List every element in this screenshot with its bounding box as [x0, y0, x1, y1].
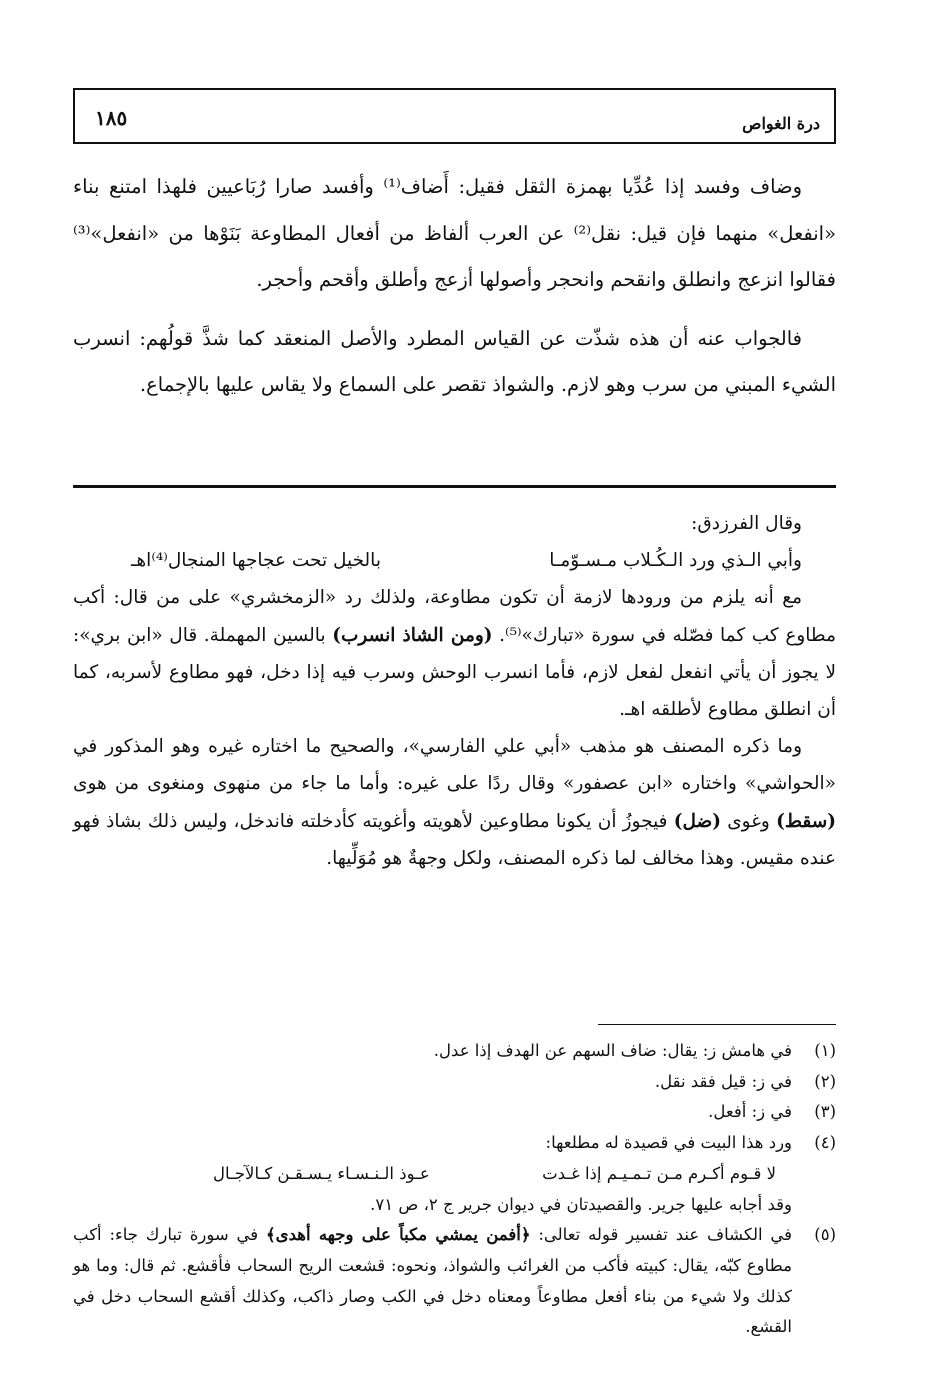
footnote-text — [73, 1220, 792, 1343]
verse-first-hemistich: وأبي الـذي ورد الـكُـلاب مـسـوّمـا — [549, 550, 802, 572]
main-paragraph-1: وضاف وفسد إذا عُدِّيا بهمزة الثقل فقيل: أَضاف⁽¹⁾ وأفسد صارا رُبَاعيين فلهذا امتنع بناء «انفعل» منهما فإن قيل: نقل⁽²⁾ عن العرب ألفاظ من أفعال المطاوعة بَنَوْها من «انفعل»⁽³⁾ فقالوا انزعج وانطلق وانقحم وانحجر وأصولها أزعج وأطلق وأقحم وأحجر. — [73, 175, 837, 291]
commentary-p1-text-a: مع أنه يلزم من ورودها لازمة أن تكون مطاوعة، ولذلك رد «الزمخشري» على من قال: أكب مطاوع كب كما فصّله في سورة «تبارك»⁽⁵⁾. — [73, 587, 837, 646]
footnote-text: في ز: قيل فقد نقل. — [654, 1071, 792, 1091]
commentary-p2-gloss-1: (سقط) — [776, 810, 837, 832]
footnote-item — [73, 1067, 836, 1098]
footnotes — [73, 1036, 836, 1343]
commentary-p2-text-mid: وغوى — [727, 810, 770, 832]
page-number: ١٨٥ — [95, 106, 128, 130]
commentary-paragraph-1 — [73, 579, 836, 728]
footnote-verse-first: لا قـوم أكـرم مـن تـمـيـم إذا غـدت — [542, 1163, 776, 1183]
footnote-rule — [598, 1024, 836, 1025]
footnote-verse-second: عـوذ الـنـسـاء يـسـقـن كـالآجـال — [213, 1163, 430, 1183]
footnote-number: (٥) — [814, 1225, 836, 1245]
commentary-intro: وقال الفرزدق: — [691, 513, 802, 534]
poem-verse — [73, 542, 836, 579]
main-text — [73, 164, 836, 409]
footnote-number: (٢) — [814, 1071, 836, 1091]
footnote-text: وقد أجابه عليها جرير. والقصيدتان في ديوان جرير ج ٢، ص ٧١. — [370, 1194, 792, 1214]
quran-quote: ﴿أفمن يمشي مكباً على وجهه أهدى﴾ — [266, 1225, 531, 1245]
commentary-p2-text-b: فيجوزُ أن يكونا مطاوعين لأهويته وأغويته كأدخلته فاندخل، وليس ذلك بشاذ فهو عنده مقيس. وهذا مخالف لما ذكره المصنف، ولكل وجهةٌ هو مُوَلِّيها. — [73, 810, 836, 869]
main-paragraph-2: فالجواب عنه أن هذه شذّت عن القياس المطرد والأصل المنعقد كما شذَّ قولُهم: انسرب الشيء المبني من سرب وهو لازم. والشواذ تقصر على السماع ولا يقاس عليها بالإجماع. — [73, 326, 836, 396]
commentary-p2-text-a: وما ذكره المصنف هو مذهب «أبي علي الفارسي»، والصحيح ما اختاره غيره وهو المذكور في «الحواشي» واختاره «ابن عصفور» وقال ردًا على غيره: وأما ما جاء من منهوى ومنغوى من هوى — [73, 736, 836, 795]
commentary-p2-gloss-2: (ضل) — [673, 810, 721, 832]
commentary-p1-text-b: بالسين المهملة. قال «ابن بري»: لا يجوز أن يأتي انفعل لفعل لازم، فأما انسرب الوحش وسرب فيه إذا دخل، فهو مطاوع لأسربه، كما أن انطلق مطاوع لأطلقه اهـ. — [73, 624, 836, 721]
footnote-number: (٤) — [814, 1133, 836, 1153]
text-commentary-divider — [73, 485, 836, 488]
footnote-text-a: في الكشاف عند تفسير قوله تعالى: — [538, 1225, 793, 1245]
footnote-verse — [73, 1159, 836, 1190]
commentary-p1-lemma: (ومن الشاذ انسرب) — [332, 624, 493, 646]
footnote-item — [73, 1128, 836, 1159]
header-title: درة الغواص — [742, 114, 820, 133]
footnote-text-b: في سورة تبارك جاء: أكب مطاوع كبّه، يقال: كبيته فأكب من الغرائب والشواذ، ونحوه: قشعت الريح السحاب فأقشع. ثم قال: وما هو كذلك ولا شيء من بناء أفعل مطاوعاً ومعناه دخل في الكب وصار ذاكب، وكذلك أقشع السحاب دخل في القشع. — [73, 1225, 792, 1337]
footnote-text: ورد هذا البيت في قصيدة له مطلعها: — [545, 1133, 792, 1153]
commentary — [73, 505, 836, 877]
footnote-number: (٣) — [814, 1102, 836, 1122]
footnote-text: في هامش ز: يقال: ضاف السهم عن الهدف إذا عدل. — [433, 1041, 792, 1060]
footnote-continuation — [73, 1190, 836, 1221]
footnote-text: في ز: أفعل. — [708, 1102, 792, 1122]
running-header — [73, 88, 836, 144]
footnote-number: (١) — [814, 1041, 836, 1060]
footnote-item — [73, 1097, 836, 1128]
footnote-item — [73, 1220, 836, 1343]
footnote-item — [73, 1036, 836, 1067]
verse-second-hemistich: بالخيل تحت عجاجها المنجال⁽⁴⁾اهـ — [131, 550, 381, 572]
commentary-paragraph-2 — [73, 728, 836, 877]
